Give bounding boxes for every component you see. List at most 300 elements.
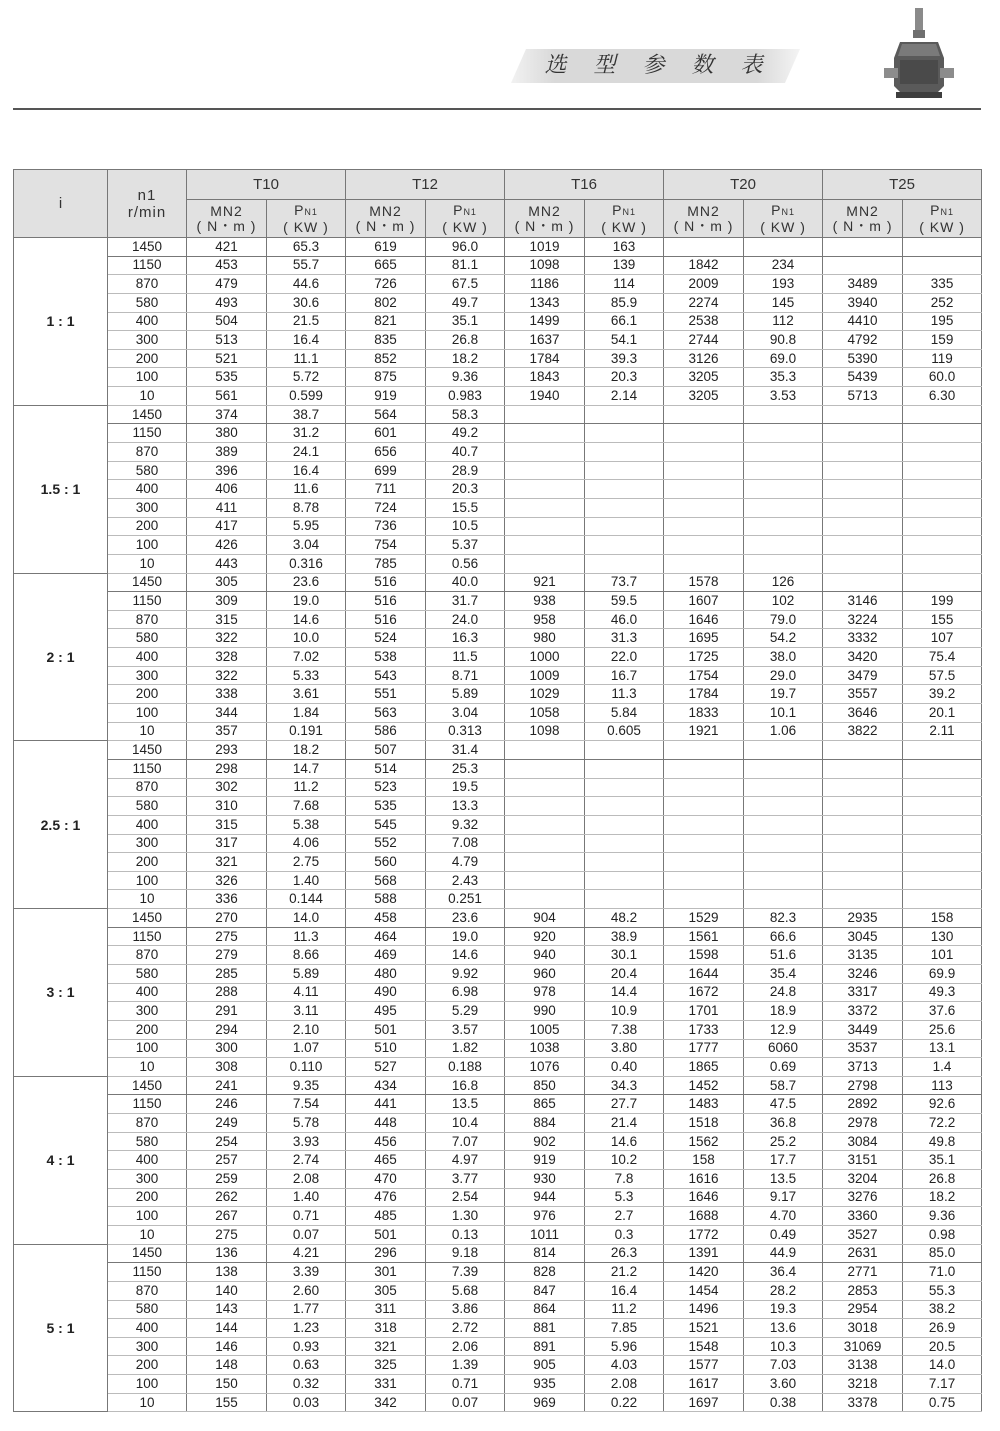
torque-cell: 3449 xyxy=(823,1020,903,1039)
power-cell: 4.11 xyxy=(267,983,346,1002)
power-cell: 10.4 xyxy=(426,1114,505,1133)
torque-cell: 821 xyxy=(346,312,426,331)
torque-cell: 275 xyxy=(187,1225,267,1244)
torque-cell: 1646 xyxy=(664,610,744,629)
power-cell: 9.17 xyxy=(744,1188,823,1207)
power-cell: 4.06 xyxy=(267,834,346,853)
power-cell: 14.7 xyxy=(267,759,346,778)
table-row xyxy=(14,238,982,257)
power-cell: 16.4 xyxy=(585,1281,664,1300)
power-cell: 4.70 xyxy=(744,1207,823,1226)
speed-cell: 1450 xyxy=(108,1244,187,1263)
power-cell xyxy=(744,797,823,816)
torque-cell: 288 xyxy=(187,983,267,1002)
torque-cell: 938 xyxy=(505,592,585,611)
torque-cell xyxy=(505,834,585,853)
speed-cell: 870 xyxy=(108,443,187,462)
speed-header-unit: r/min xyxy=(127,203,167,221)
power-cell xyxy=(903,871,982,890)
torque-cell: 3204 xyxy=(823,1170,903,1189)
power-cell: 13.1 xyxy=(903,1039,982,1058)
power-cell xyxy=(585,834,664,853)
power-cell xyxy=(903,741,982,760)
table-row xyxy=(14,648,982,667)
torque-cell xyxy=(823,536,903,555)
power-cell: 1.30 xyxy=(426,1207,505,1226)
speed-cell: 200 xyxy=(108,1188,187,1207)
table-row xyxy=(14,349,982,368)
torque-cell: 852 xyxy=(346,349,426,368)
torque-cell: 249 xyxy=(187,1114,267,1133)
power-cell xyxy=(744,498,823,517)
torque-cell: 3822 xyxy=(823,722,903,741)
power-cell xyxy=(903,554,982,573)
speed-cell: 1450 xyxy=(108,1076,187,1095)
power-cell xyxy=(903,480,982,499)
power-cell: 8.78 xyxy=(267,498,346,517)
power-cell: 34.3 xyxy=(585,1076,664,1095)
torque-cell: 293 xyxy=(187,741,267,760)
torque-cell xyxy=(664,536,744,555)
torque-cell xyxy=(823,405,903,424)
torque-cell xyxy=(505,498,585,517)
power-cell: 11.1 xyxy=(267,349,346,368)
torque-cell: 3713 xyxy=(823,1058,903,1077)
power-cell: 10.0 xyxy=(267,629,346,648)
power-cell: 4.79 xyxy=(426,853,505,872)
power-cell: 23.6 xyxy=(426,909,505,928)
power-cell: 9.35 xyxy=(267,1076,346,1095)
power-cell: 7.07 xyxy=(426,1132,505,1151)
torque-cell: 543 xyxy=(346,666,426,685)
power-cell: 3.93 xyxy=(267,1132,346,1151)
power-cell: 3.11 xyxy=(267,1002,346,1021)
torque-cell: 2798 xyxy=(823,1076,903,1095)
torque-cell: 3317 xyxy=(823,983,903,1002)
power-cell: 130 xyxy=(903,927,982,946)
power-cell: 2.7 xyxy=(585,1207,664,1226)
torque-cell: 1452 xyxy=(664,1076,744,1095)
torque-cell: 490 xyxy=(346,983,426,1002)
torque-cell: 920 xyxy=(505,927,585,946)
torque-cell: 2274 xyxy=(664,293,744,312)
torque-cell: 3489 xyxy=(823,275,903,294)
power-cell xyxy=(903,517,982,536)
power-cell: 7.54 xyxy=(267,1095,346,1114)
power-cell: 26.3 xyxy=(585,1244,664,1263)
torque-cell: 456 xyxy=(346,1132,426,1151)
torque-cell: 1098 xyxy=(505,256,585,275)
torque-cell: 726 xyxy=(346,275,426,294)
page-title: 选 型 参 数 表 xyxy=(544,53,773,78)
torque-cell xyxy=(664,778,744,797)
power-cell: 51.6 xyxy=(744,946,823,965)
torque-cell: 1616 xyxy=(664,1170,744,1189)
power-cell: 44.6 xyxy=(267,275,346,294)
power-cell: 2.08 xyxy=(267,1170,346,1189)
torque-cell: 434 xyxy=(346,1076,426,1095)
power-cell: 48.2 xyxy=(585,909,664,928)
power-cell: 0.144 xyxy=(267,890,346,909)
power-cell: 8.71 xyxy=(426,666,505,685)
torque-cell: 1577 xyxy=(664,1356,744,1375)
torque-cell: 1865 xyxy=(664,1058,744,1077)
power-cell: 72.2 xyxy=(903,1114,982,1133)
torque-cell xyxy=(823,890,903,909)
table-row xyxy=(14,946,982,965)
power-cell: 65.3 xyxy=(267,238,346,257)
power-cell: 0.316 xyxy=(267,554,346,573)
table-row xyxy=(14,927,982,946)
torque-cell: 317 xyxy=(187,834,267,853)
speed-cell: 400 xyxy=(108,1319,187,1338)
power-cell: 195 xyxy=(903,312,982,331)
torque-cell: 374 xyxy=(187,405,267,424)
torque-cell: 1186 xyxy=(505,275,585,294)
power-cell xyxy=(744,424,823,443)
torque-cell: 904 xyxy=(505,909,585,928)
power-cell: 6.98 xyxy=(426,983,505,1002)
power-cell: 5.3 xyxy=(585,1188,664,1207)
torque-cell: 958 xyxy=(505,610,585,629)
torque-cell: 257 xyxy=(187,1151,267,1170)
torque-cell: 560 xyxy=(346,853,426,872)
speed-cell: 1450 xyxy=(108,405,187,424)
torque-cell: 919 xyxy=(346,387,426,406)
power-cell: 18.2 xyxy=(426,349,505,368)
speed-cell: 870 xyxy=(108,1114,187,1133)
power-cell: 1.77 xyxy=(267,1300,346,1319)
power-cell: 0.251 xyxy=(426,890,505,909)
torque-cell: 3360 xyxy=(823,1207,903,1226)
power-cell: 58.3 xyxy=(426,405,505,424)
torque-cell: 563 xyxy=(346,704,426,723)
torque-cell xyxy=(664,890,744,909)
torque-cell: 1695 xyxy=(664,629,744,648)
power-cell: 1.39 xyxy=(426,1356,505,1375)
power-cell: 58.7 xyxy=(744,1076,823,1095)
torque-cell: 2954 xyxy=(823,1300,903,1319)
torque-cell: 148 xyxy=(187,1356,267,1375)
torque-cell: 1697 xyxy=(664,1393,744,1412)
speed-cell: 1150 xyxy=(108,256,187,275)
power-cell xyxy=(585,759,664,778)
power-cell: 1.82 xyxy=(426,1039,505,1058)
torque-cell: 1784 xyxy=(505,349,585,368)
ratio-cell: 2 : 1 xyxy=(14,573,108,741)
speed-cell: 200 xyxy=(108,685,187,704)
power-cell: 54.1 xyxy=(585,331,664,350)
torque-cell: 1343 xyxy=(505,293,585,312)
power-cell: 1.07 xyxy=(267,1039,346,1058)
torque-cell: 881 xyxy=(505,1319,585,1338)
speed-cell: 1150 xyxy=(108,424,187,443)
speed-cell: 300 xyxy=(108,1170,187,1189)
table-row xyxy=(14,480,982,499)
table-row xyxy=(14,890,982,909)
torque-cell: 2009 xyxy=(664,275,744,294)
torque-cell: 1496 xyxy=(664,1300,744,1319)
power-cell: 0.75 xyxy=(903,1393,982,1412)
torque-cell: 155 xyxy=(187,1393,267,1412)
torque-cell: 322 xyxy=(187,666,267,685)
speed-cell: 10 xyxy=(108,1058,187,1077)
ratio-cell: 1.5 : 1 xyxy=(14,405,108,573)
power-cell: 10.9 xyxy=(585,1002,664,1021)
power-cell: 19.3 xyxy=(744,1300,823,1319)
torque-cell: 315 xyxy=(187,815,267,834)
table-row xyxy=(14,1076,982,1095)
torque-cell: 507 xyxy=(346,741,426,760)
torque-cell xyxy=(664,443,744,462)
table-body xyxy=(14,238,982,1412)
speed-cell: 100 xyxy=(108,368,187,387)
torque-cell: 1607 xyxy=(664,592,744,611)
power-cell xyxy=(585,517,664,536)
power-cell: 0.22 xyxy=(585,1393,664,1412)
power-cell: 28.9 xyxy=(426,461,505,480)
power-cell: 82.3 xyxy=(744,909,823,928)
power-cell: 107 xyxy=(903,629,982,648)
power-cell: 16.3 xyxy=(426,629,505,648)
torque-cell: 1733 xyxy=(664,1020,744,1039)
speed-cell: 1450 xyxy=(108,573,187,592)
power-cell xyxy=(585,741,664,760)
power-cell: 0.983 xyxy=(426,387,505,406)
power-header-unit: ( KW ) xyxy=(760,218,806,235)
power-cell: 159 xyxy=(903,331,982,350)
power-cell: 0.93 xyxy=(267,1337,346,1356)
power-cell xyxy=(744,536,823,555)
power-cell: 57.5 xyxy=(903,666,982,685)
power-cell: 49.2 xyxy=(426,424,505,443)
power-cell: 0.03 xyxy=(267,1393,346,1412)
torque-cell: 969 xyxy=(505,1393,585,1412)
torque-cell: 396 xyxy=(187,461,267,480)
power-cell: 3.04 xyxy=(426,704,505,723)
torque-cell: 2631 xyxy=(823,1244,903,1263)
torque-cell: 1038 xyxy=(505,1039,585,1058)
power-cell: 126 xyxy=(744,573,823,592)
torque-cell xyxy=(823,443,903,462)
torque-cell: 864 xyxy=(505,1300,585,1319)
power-cell: 7.08 xyxy=(426,834,505,853)
torque-cell xyxy=(505,853,585,872)
torque-cell: 2744 xyxy=(664,331,744,350)
power-cell: 193 xyxy=(744,275,823,294)
power-cell: 2.72 xyxy=(426,1319,505,1338)
table-row xyxy=(14,1375,982,1394)
torque-cell: 524 xyxy=(346,629,426,648)
torque-cell: 516 xyxy=(346,610,426,629)
torque-cell: 262 xyxy=(187,1188,267,1207)
torque-cell: 285 xyxy=(187,964,267,983)
power-cell: 5.96 xyxy=(585,1337,664,1356)
power-cell: 112 xyxy=(744,312,823,331)
power-cell: 3.61 xyxy=(267,685,346,704)
power-cell: 38.2 xyxy=(903,1300,982,1319)
torque-cell: 521 xyxy=(187,349,267,368)
torque-cell: 2853 xyxy=(823,1281,903,1300)
torque-cell: 1921 xyxy=(664,722,744,741)
ratio-header: i xyxy=(14,170,108,238)
torque-cell: 469 xyxy=(346,946,426,965)
torque-cell: 516 xyxy=(346,573,426,592)
torque-cell: 523 xyxy=(346,778,426,797)
torque-cell: 305 xyxy=(346,1281,426,1300)
torque-cell: 318 xyxy=(346,1319,426,1338)
torque-cell: 828 xyxy=(505,1263,585,1282)
power-cell: 0.110 xyxy=(267,1058,346,1077)
speed-cell: 580 xyxy=(108,1132,187,1151)
power-cell: 38.0 xyxy=(744,648,823,667)
torque-cell: 930 xyxy=(505,1170,585,1189)
power-cell: 25.6 xyxy=(903,1020,982,1039)
power-cell: 69.9 xyxy=(903,964,982,983)
power-cell: 73.7 xyxy=(585,573,664,592)
power-cell xyxy=(744,815,823,834)
torque-cell: 1009 xyxy=(505,666,585,685)
power-cell: 139 xyxy=(585,256,664,275)
torque-cell xyxy=(664,405,744,424)
table-row xyxy=(14,517,982,536)
power-cell: 25.3 xyxy=(426,759,505,778)
table-row xyxy=(14,1337,982,1356)
power-cell xyxy=(903,461,982,480)
power-cell: 90.8 xyxy=(744,331,823,350)
torque-cell: 150 xyxy=(187,1375,267,1394)
table-row xyxy=(14,573,982,592)
power-cell: 36.8 xyxy=(744,1114,823,1133)
speed-cell: 1450 xyxy=(108,238,187,257)
torque-cell: 3372 xyxy=(823,1002,903,1021)
power-cell: 66.1 xyxy=(585,312,664,331)
power-cell: 40.7 xyxy=(426,443,505,462)
table-row xyxy=(14,554,982,573)
power-cell: 5.68 xyxy=(426,1281,505,1300)
torque-cell: 976 xyxy=(505,1207,585,1226)
power-cell: 2.43 xyxy=(426,871,505,890)
torque-cell: 3146 xyxy=(823,592,903,611)
power-cell: 26.8 xyxy=(426,331,505,350)
power-cell: 1.40 xyxy=(267,1188,346,1207)
torque-cell: 919 xyxy=(505,1151,585,1170)
speed-cell: 200 xyxy=(108,517,187,536)
table-row xyxy=(14,853,982,872)
power-cell: 3.53 xyxy=(744,387,823,406)
torque-cell: 1011 xyxy=(505,1225,585,1244)
torque-cell: 3138 xyxy=(823,1356,903,1375)
model-header-t20: T20 xyxy=(664,170,823,200)
power-cell: 7.68 xyxy=(267,797,346,816)
power-cell: 17.7 xyxy=(744,1151,823,1170)
power-cell: 7.38 xyxy=(585,1020,664,1039)
power-cell: 35.1 xyxy=(426,312,505,331)
power-cell: 252 xyxy=(903,293,982,312)
power-cell: 119 xyxy=(903,349,982,368)
torque-cell: 259 xyxy=(187,1170,267,1189)
power-cell: 0.605 xyxy=(585,722,664,741)
torque-cell: 380 xyxy=(187,424,267,443)
table-row xyxy=(14,815,982,834)
torque-cell: 1672 xyxy=(664,983,744,1002)
torque-cell: 296 xyxy=(346,1244,426,1263)
torque-cell: 1578 xyxy=(664,573,744,592)
power-cell xyxy=(585,405,664,424)
torque-cell: 1784 xyxy=(664,685,744,704)
torque-cell: 3646 xyxy=(823,704,903,723)
power-cell: 22.0 xyxy=(585,648,664,667)
torque-cell: 476 xyxy=(346,1188,426,1207)
power-cell: 2.60 xyxy=(267,1281,346,1300)
power-cell xyxy=(903,573,982,592)
torque-cell: 411 xyxy=(187,498,267,517)
power-cell xyxy=(744,517,823,536)
table-row xyxy=(14,909,982,928)
torque-cell: 338 xyxy=(187,685,267,704)
torque-cell xyxy=(505,517,585,536)
power-cell xyxy=(903,256,982,275)
table-row xyxy=(14,275,982,294)
speed-cell: 1150 xyxy=(108,759,187,778)
power-cell: 0.98 xyxy=(903,1225,982,1244)
power-cell: 35.4 xyxy=(744,964,823,983)
power-cell: 85.9 xyxy=(585,293,664,312)
power-cell: 2.54 xyxy=(426,1188,505,1207)
torque-cell: 1617 xyxy=(664,1375,744,1394)
power-header-label: PN1 xyxy=(453,201,477,218)
torque-cell: 3332 xyxy=(823,629,903,648)
power-cell: 2.11 xyxy=(903,722,982,741)
power-cell xyxy=(744,890,823,909)
power-cell: 5.37 xyxy=(426,536,505,555)
torque-cell xyxy=(823,853,903,872)
torque-cell: 1518 xyxy=(664,1114,744,1133)
torque-cell: 3018 xyxy=(823,1319,903,1338)
power-cell: 9.36 xyxy=(903,1207,982,1226)
torque-cell xyxy=(505,871,585,890)
page-title-banner xyxy=(508,47,803,85)
table-row xyxy=(14,629,982,648)
torque-cell: 535 xyxy=(346,797,426,816)
torque-header-label: MN2 xyxy=(687,202,720,219)
power-header-label: PN1 xyxy=(612,201,636,218)
torque-cell: 1725 xyxy=(664,648,744,667)
power-cell: 92.6 xyxy=(903,1095,982,1114)
torque-cell: 140 xyxy=(187,1281,267,1300)
power-cell: 10.1 xyxy=(744,704,823,723)
torque-cell: 3557 xyxy=(823,685,903,704)
table-row xyxy=(14,666,982,685)
torque-cell: 336 xyxy=(187,890,267,909)
power-cell xyxy=(903,890,982,909)
table-row xyxy=(14,1188,982,1207)
torque-cell: 298 xyxy=(187,759,267,778)
power-cell: 7.17 xyxy=(903,1375,982,1394)
torque-header-unit: ( N・m ) xyxy=(196,217,257,234)
table-row xyxy=(14,741,982,760)
torque-cell xyxy=(664,759,744,778)
power-cell: 14.4 xyxy=(585,983,664,1002)
power-cell: 4.21 xyxy=(267,1244,346,1263)
power-cell: 10.3 xyxy=(744,1337,823,1356)
torque-cell: 270 xyxy=(187,909,267,928)
torque-header xyxy=(664,200,744,238)
torque-cell: 835 xyxy=(346,331,426,350)
torque-cell: 1098 xyxy=(505,722,585,741)
power-cell xyxy=(744,554,823,573)
power-cell: 44.9 xyxy=(744,1244,823,1263)
